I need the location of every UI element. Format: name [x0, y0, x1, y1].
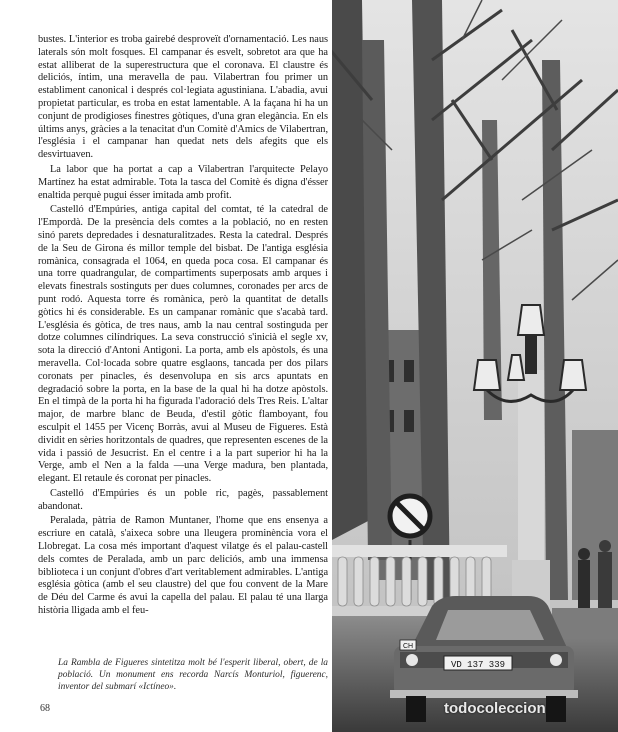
photo-illustration — [332, 0, 618, 732]
page-number: 68 — [40, 703, 50, 714]
paragraph-architect: La labor que ha portat a cap a Vilabertran l'arquitecte Pelayo Martínez ha estat admirable. Tota la tasca del Comitè és digna d'ésser enaltida perquè pugui ésser imitada amb profit. — [38, 163, 328, 201]
photo-caption: La Rambla de Figueres sintetitza molt bé l'esperit liberal, obert, de la població. Un monument ens recorda Narcís Monturiol, figuerenc, inventor del submarí «Ictíneo». — [58, 658, 328, 693]
street-photo — [332, 0, 618, 732]
country-plate: CH — [402, 643, 414, 650]
paragraph-peralada: Peralada, pàtria de Ramon Muntaner, l'home que ens ensenya a escriure en català, s'aixeca sobre una lleugera prominència vora el Llobregat. La cosa més important d'aquest vilatge és el palau-castell dels comtes de Peralada, amb un parc deliciós, amb una immensa biblioteca i un conjunt d'obres d'art veritablement admirables. L'antiga església gòtica (amb el seu claustre) del que fou convent de la Mare de Déu del Carme és avui la capella del palau. El palau té una llarga història lligada amb el feu- — [38, 515, 328, 617]
license-plate: VD 137 339 — [450, 660, 506, 670]
body-text-column — [38, 34, 328, 620]
paragraph-castello-poble: Castelló d'Empúries és un poble ric, pagès, passablement abandonat. — [38, 487, 328, 512]
paragraph-vilabertran: bustes. L'interior es troba gairebé desproveït d'ornamentació. Les naus laterals són molt fosques. El campanar és esvelt, sobretot ara que ha estat alliberat de la superestructura que el coronava. El claustre és deliciós, íntim, una meravella de pau. Vilabertran fou primer un establiment canonical i després col·legiata agustiniana. L'abadia, avui propietat particular, es troba en estat lamentable. A la façana hi ha un conjunt de prodigioses finestres gòtiques, d'una gran elegància. En els últims anys, gràcies a la tenacitat d'un Comitè d'Amics de Vilabertran, l'església i el campanar han quedat nets dels afegits que els desvirtuaven. — [38, 34, 328, 161]
paragraph-castello: Castelló d'Empúries, antiga capital del comtat, té la catedral de l'Empordà. De la presència dels comtes a la població, no en resten sinó parets depredades i desnaturalitzades. Resta la catedral. Després de la Seu de Girona és millor temple del bisbat. De l'antiga església romànica, consagrada el 1064, en queda poca cosa. El campanar és una torre quadrangular, de compartiments superposats amb arques i elevats finestrals sostinguts per dues columnes, coronades per arcs de punt rodó. Aquesta torre és romànica, però la quantitat de detalls gòtics hi és considerable. Es un campanar romànic que s'acabà tard. L'església és gòtica, de tres naus, amb la nau central sostinguda per dotze columnes cilíndriques. La seva construcció s'inicià el segle xv, sota la direcció d'Antoni Antigoni. La porta, amb els apòstols, és una meravella. Col·locada sobre quatre esglaons, tancada per dos pilars coronats per pinacles, és desenvolupa en sis arcs apuntats en degradació sobre la porta, en la base de la qual hi ha dotze apòstols. En el timpà de la porta hi ha figurada l'adoració dels Tres Reis. L'altar major, de marbre blanc de Beuda, d'estil gòtic flamboyant, fou esculpit el 1455 per Vicenç Borràs, avui al Museu de Figueres. Està dividit en sèries horitzontals de quadres, que representen escenes de la vida i passió de Jesucrist. En el centre i a la part superior hi ha la Verge, amb el Nen a la falda —una Verge madura, ben plantada, elegant. El retaule és coronat per pinacles. — [38, 204, 328, 485]
watermark-logo: todocoleccion — [444, 700, 546, 717]
